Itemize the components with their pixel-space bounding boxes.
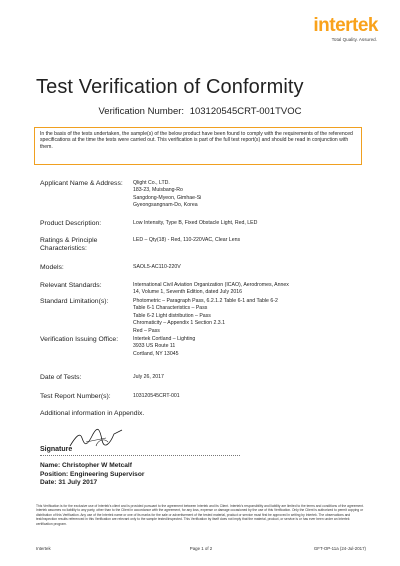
logo-wordmark: intertek bbox=[313, 15, 378, 36]
footer-form-code: GFT-OP-11a (24-Jul-2017) bbox=[313, 546, 366, 551]
field-value bbox=[133, 180, 373, 210]
value-line: Gyeongsangnam-Do, Korea bbox=[133, 202, 198, 209]
value-line: Photometric – Paragraph Pass, 6.2.1.2 Table 6-1 and Table 6-2 bbox=[133, 298, 278, 304]
value-line: 3933 US Route 11 bbox=[133, 343, 176, 350]
value-line: International Civil Aviation Organization (ICAO), Aerodromes, Annex bbox=[133, 282, 289, 288]
value-line: SAOL5-AC110-220V bbox=[133, 264, 181, 270]
legal-disclaimer: This Verification is for the exclusive use of Intertek's client and is provided pursuant to the agreement between Intertek and its Client. Intertek's responsibility and liability are limited to the terms and conditions of the agreement. Intertek assumes no liability to any party, other than to the Client in accordance with the agreement, for any loss, expense or damage occasioned by the use of this Verification. Only the Client is authorized to permit copying or distribution of this Verification. Any use of the Intertek name or one of its marks for the sale or advertisement of the tested material, product or service must first be approved in writing by Intertek. The observations and test/inspection results referenced in this Verification are relevant only to the sample tested/inspected. This Verification by itself does not imply that the material, product, or service is or has ever been under an Intertek certification program. bbox=[36, 504, 364, 526]
field-value bbox=[133, 298, 373, 335]
additional-info: Additional information in Appendix. bbox=[40, 410, 145, 417]
field-value bbox=[133, 393, 373, 400]
signature-line bbox=[40, 455, 240, 456]
field-label: Date of Tests: bbox=[40, 374, 82, 381]
signer-position: Position: Engineering Supervisor bbox=[40, 470, 145, 478]
handwritten-signature bbox=[66, 426, 126, 452]
value-line: 183-23, Muisbang-Ro bbox=[133, 187, 183, 194]
field-label: Standard Limitation(s): bbox=[40, 298, 109, 305]
intro-statement: In the basis of the tests undertaken, the sample(s) of the below product have been found to comply with the requirements of the referenced specifications at the time the tests were carried out. This verification is part of the full test report(s) and should be read in conjunction with them. bbox=[34, 127, 362, 165]
signature-label: Signature bbox=[40, 446, 73, 453]
field-value bbox=[133, 374, 373, 381]
verification-label: Verification Number: bbox=[98, 106, 185, 117]
field-label: Relevant Standards: bbox=[40, 282, 102, 289]
field-label: Test Report Number(s): bbox=[40, 393, 111, 400]
verification-number: 103120545CRT-001TVOC bbox=[189, 106, 302, 117]
value-line: Low Intensity, Type B, Fixed Obstacle Light, Red, LED bbox=[133, 220, 258, 226]
verification-number-line bbox=[0, 106, 400, 117]
value-line: Intertek Cortland – Lighting bbox=[133, 336, 196, 342]
value-line: Cortland, NY 13045 bbox=[133, 350, 179, 357]
value-line: July 26, 2017 bbox=[133, 374, 164, 380]
value-line: Qlight Co., LTD. bbox=[133, 180, 170, 186]
value-line: Table 6-1 Characteristics – Pass bbox=[133, 305, 208, 312]
field-value bbox=[133, 282, 373, 297]
field-label: Product Description: bbox=[40, 220, 102, 227]
intertek-logo bbox=[268, 16, 378, 42]
field-value bbox=[133, 336, 373, 358]
field-label: Ratings & Principle Characteristics: bbox=[40, 237, 98, 253]
value-line: Table 6-2 Light distribution – Pass bbox=[133, 312, 211, 319]
signer-name: Name: Christopher W Metcalf bbox=[40, 462, 132, 469]
value-line: LED – Qty(18) - Red, 110-220VAC, Clear Lens bbox=[133, 237, 241, 243]
field-label: Models: bbox=[40, 264, 64, 271]
signer-date: Date: 31 July 2017 bbox=[40, 479, 98, 487]
value-line: 103120545CRT-001 bbox=[133, 393, 180, 399]
field-label: Verification Issuing Office: bbox=[40, 336, 119, 343]
field-value bbox=[133, 237, 373, 244]
page-title: Test Verification of Conformity bbox=[36, 76, 304, 98]
field-value bbox=[133, 220, 373, 227]
signer-block bbox=[40, 462, 144, 488]
value-line: 14, Volume 1, Seventh Edition, dated July 2016 bbox=[133, 289, 243, 296]
field-label: Applicant Name & Address: bbox=[40, 180, 123, 187]
field-value bbox=[133, 264, 373, 271]
value-line: Red – Pass bbox=[133, 327, 160, 334]
footer-company: Intertek bbox=[36, 546, 51, 551]
value-line: Chromaticity – Appendix 1 Section 2.3.1 bbox=[133, 320, 225, 327]
footer-page-number: Page 1 of 2 bbox=[189, 546, 213, 551]
logo-tagline: Total Quality. Assured. bbox=[331, 37, 377, 42]
value-line: Sangdong-Myeon, Gimhae-Si bbox=[133, 194, 202, 201]
